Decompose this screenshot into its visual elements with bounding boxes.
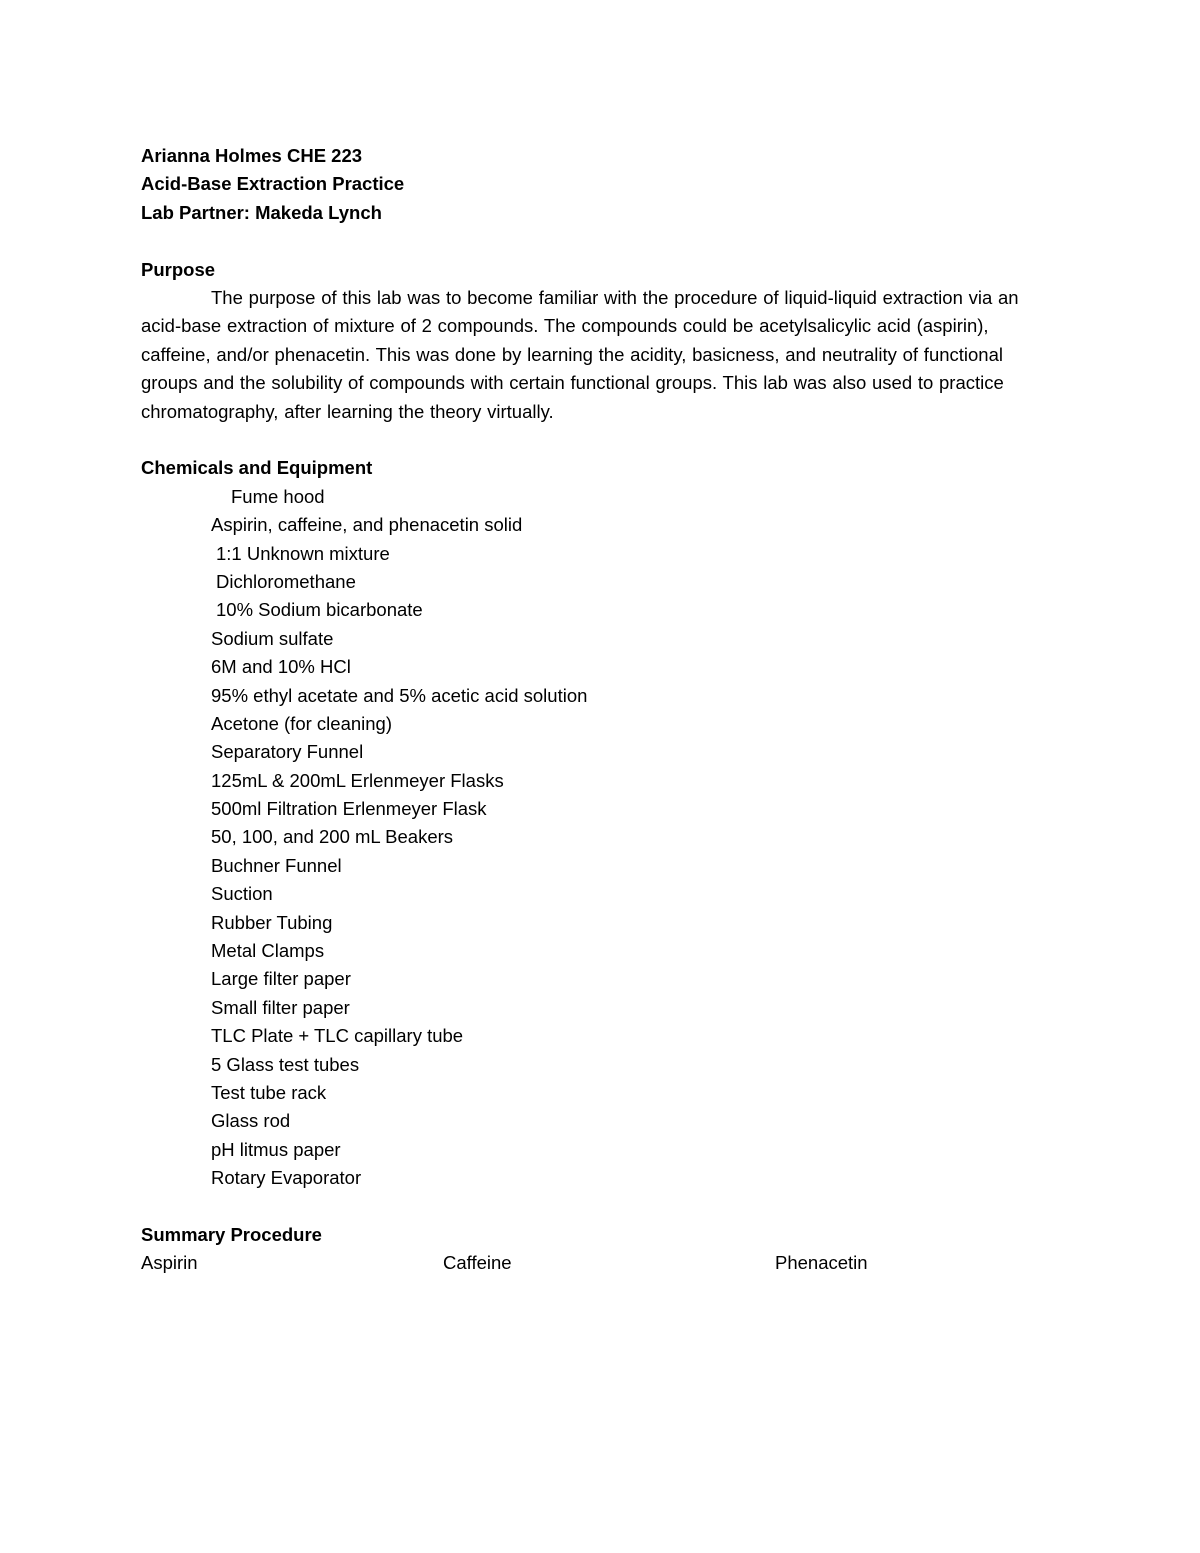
column-label-phenacetin: Phenacetin bbox=[775, 1252, 868, 1274]
list-item: Test tube rack bbox=[211, 1081, 327, 1103]
list-item: 500ml Filtration Erlenmeyer Flask bbox=[211, 798, 487, 820]
summary-columns bbox=[141, 1249, 1056, 1277]
purpose-paragraph: The purpose of this lab was to become familiar with the procedure of liquid-liquid extraction via an acid-base extraction of mixture of 2 compounds. The compounds could be acetylsalicylic acid (aspirin), caffeine, and/or phenacetin. This was done by learning the acidity, basicness, and neutrality of functional groups and the solubility of compounds with certain functional groups. This lab was also used to practice chromatography, after learning the theory virtually. bbox=[141, 286, 1019, 422]
list-item: 95% ethyl acetate and 5% acetic acid solution bbox=[211, 684, 588, 706]
list-item: Rotary Evaporator bbox=[211, 1167, 362, 1189]
list-item: Separatory Funnel bbox=[211, 741, 364, 763]
list-item: 50, 100, and 200 mL Beakers bbox=[211, 826, 454, 848]
spacer bbox=[141, 227, 1056, 255]
purpose-heading: Purpose bbox=[141, 258, 216, 280]
list-item: Dichloromethane bbox=[216, 570, 356, 592]
list-item: Metal Clamps bbox=[211, 940, 325, 962]
column-label-aspirin: Aspirin bbox=[141, 1252, 198, 1274]
list-item: Aspirin, caffeine, and phenacetin solid bbox=[211, 514, 523, 536]
document-body bbox=[141, 142, 1056, 1278]
list-item: Small filter paper bbox=[211, 996, 350, 1018]
list-item: Acetone (for cleaning) bbox=[211, 712, 392, 734]
equipment-list bbox=[141, 483, 1056, 1193]
list-item: 5 Glass test tubes bbox=[211, 1053, 360, 1075]
summary-heading: Summary Procedure bbox=[141, 1223, 322, 1245]
column-label-caffeine: Caffeine bbox=[443, 1252, 512, 1274]
lab-partner-line: Lab Partner: Makeda Lynch bbox=[141, 201, 382, 223]
list-item: 10% Sodium bicarbonate bbox=[216, 599, 423, 621]
list-item: TLC Plate + TLC capillary tube bbox=[211, 1025, 464, 1047]
list-item: 125mL & 200mL Erlenmeyer Flasks bbox=[211, 769, 504, 791]
spacer bbox=[141, 426, 1056, 454]
spacer bbox=[141, 1193, 1056, 1221]
list-item: Glass rod bbox=[211, 1110, 291, 1132]
document-title: Acid-Base Extraction Practice bbox=[141, 173, 405, 195]
list-item: Rubber Tubing bbox=[211, 911, 333, 933]
list-item: Large filter paper bbox=[211, 968, 351, 990]
list-item: pH litmus paper bbox=[211, 1138, 341, 1160]
chemicals-heading: Chemicals and Equipment bbox=[141, 457, 373, 479]
author-course-line: Arianna Holmes CHE 223 bbox=[141, 145, 363, 166]
list-item: Suction bbox=[211, 883, 273, 905]
list-item: 1:1 Unknown mixture bbox=[216, 542, 390, 564]
list-item: Fume hood bbox=[231, 485, 325, 507]
list-item: Sodium sulfate bbox=[211, 627, 334, 649]
list-item: Buchner Funnel bbox=[211, 854, 342, 876]
list-item: 6M and 10% HCl bbox=[211, 656, 351, 678]
